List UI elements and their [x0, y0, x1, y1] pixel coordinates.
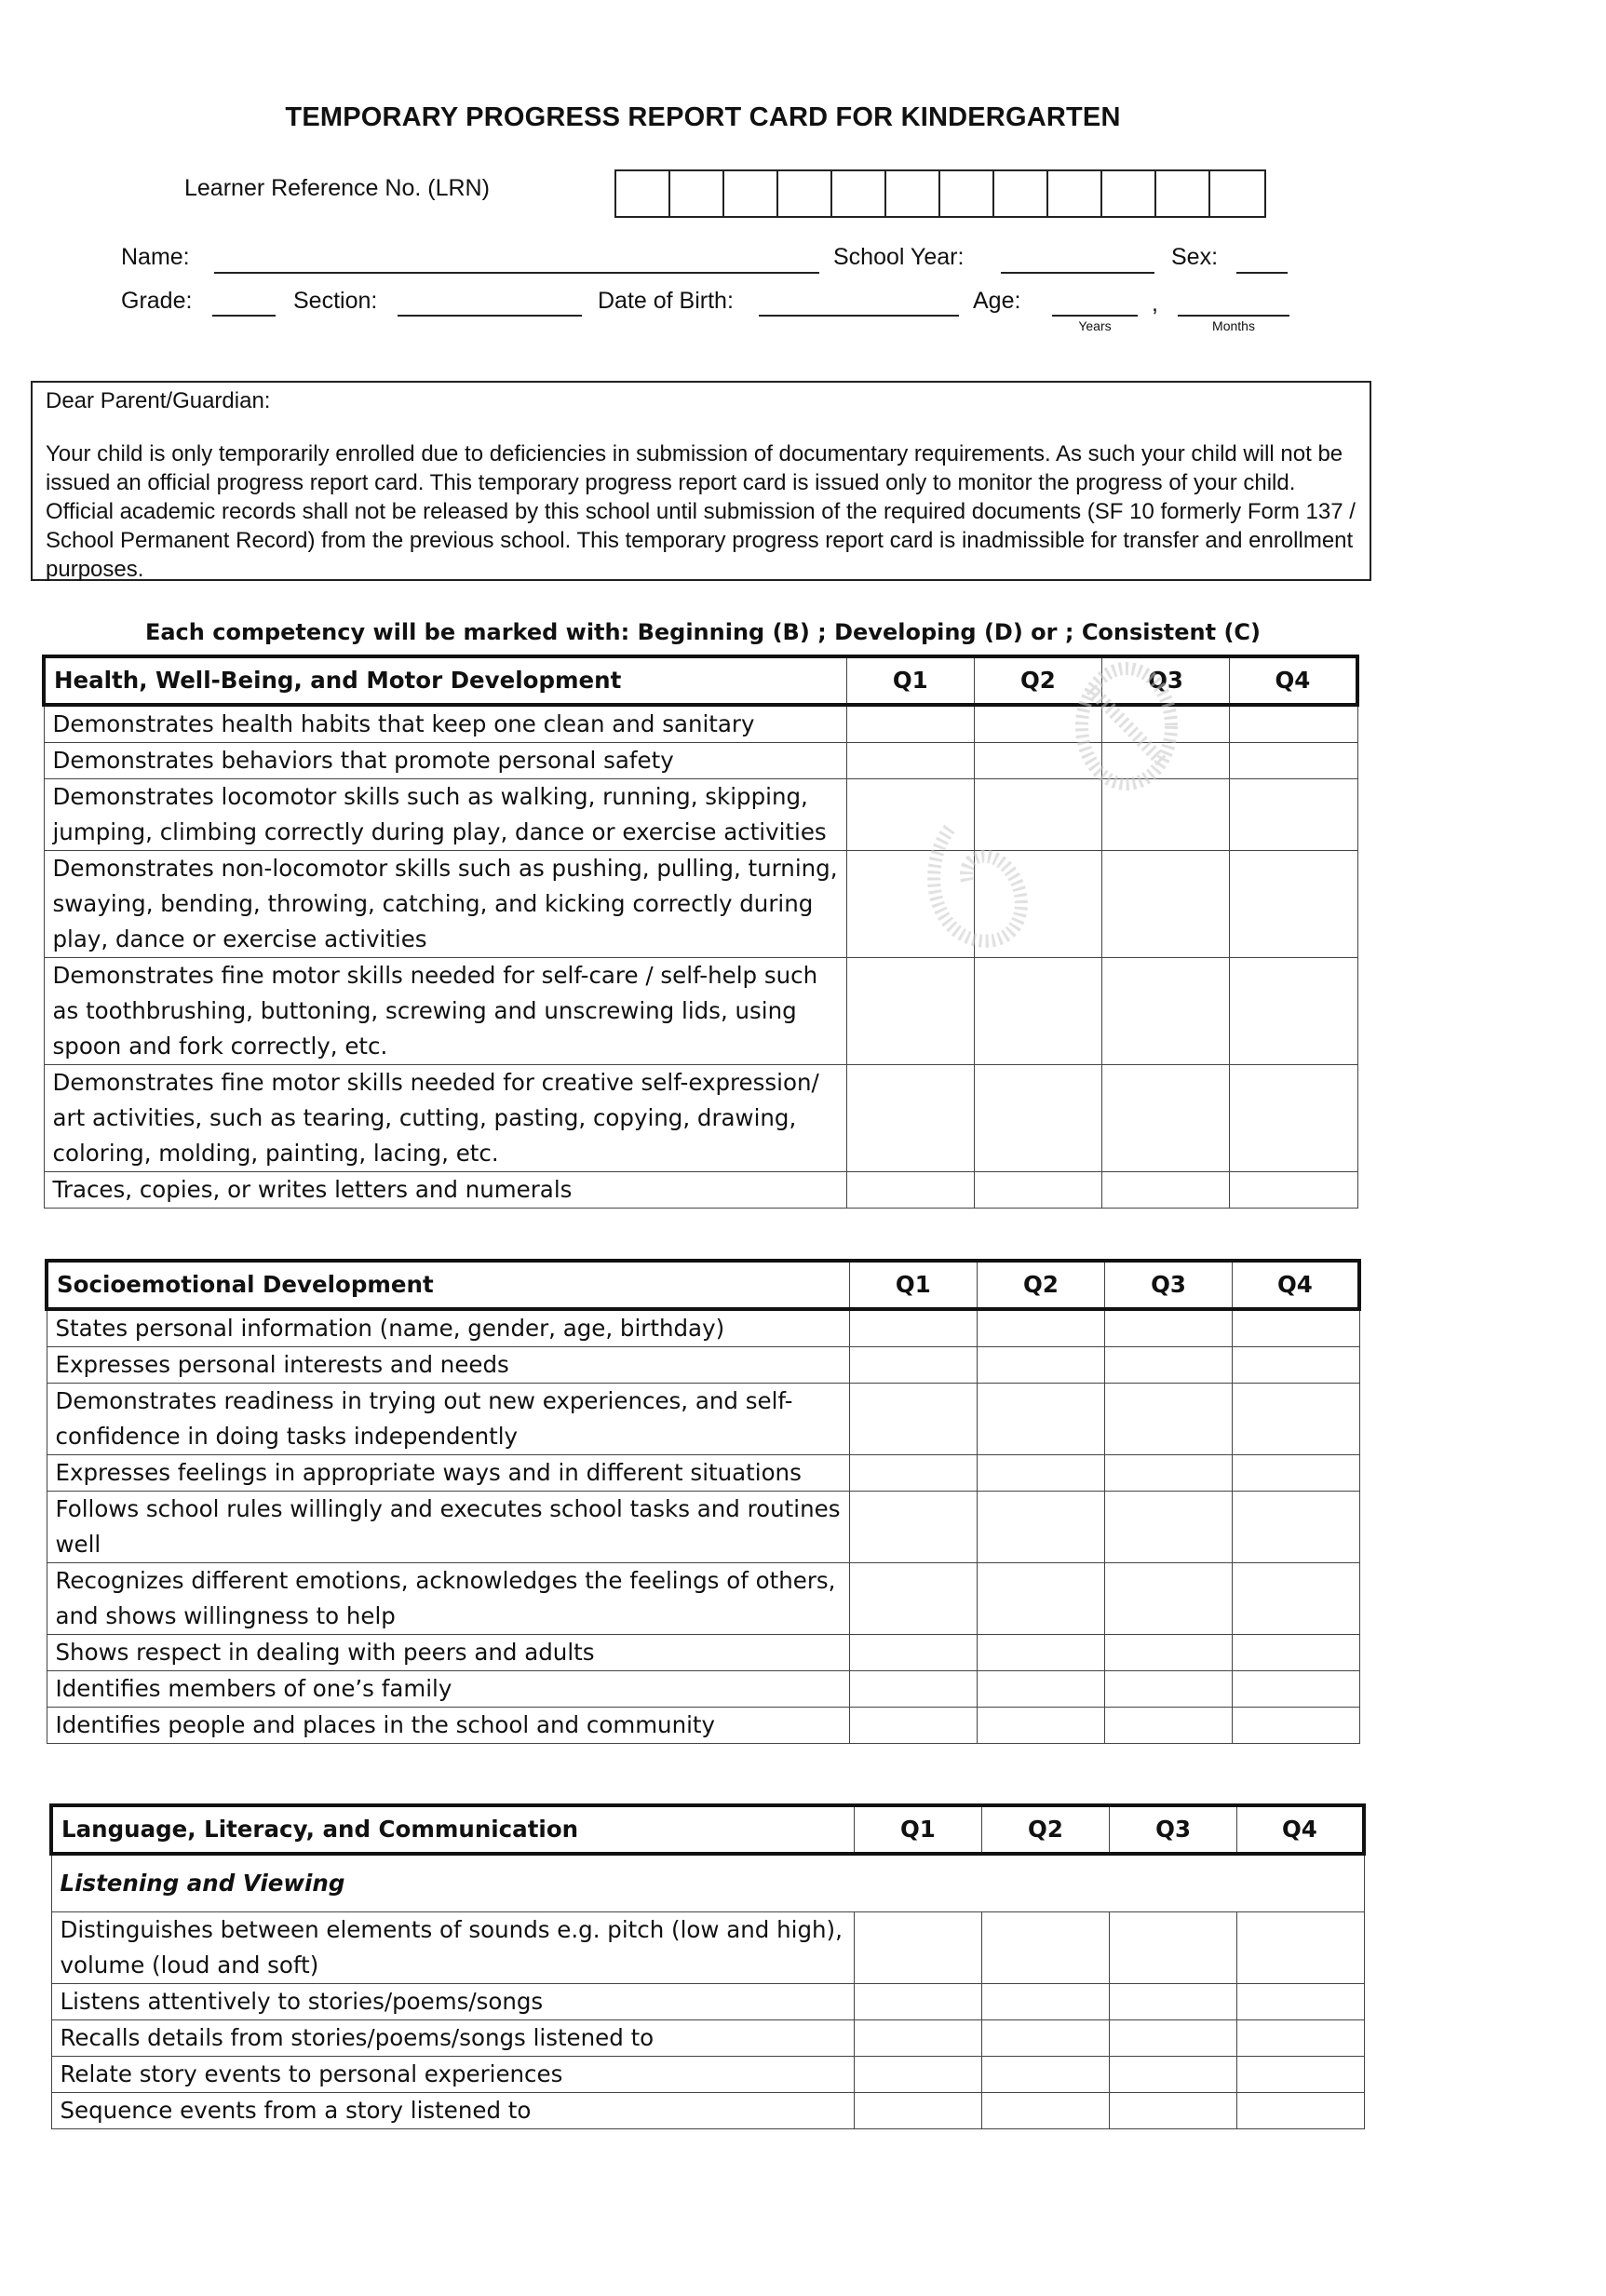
socioemotional-table-body [47, 1261, 1359, 1744]
grade-cell-q1[interactable] [850, 1563, 978, 1635]
lrn-digit-box[interactable] [1210, 171, 1264, 216]
grade-cell-q2[interactable] [981, 2093, 1110, 2129]
quarter-header-q4: Q4 [1236, 1805, 1364, 1854]
competency-label: Demonstrates behaviors that promote personal safety [44, 743, 846, 779]
competency-row [47, 1492, 1359, 1563]
grade-cell-q1[interactable] [846, 958, 974, 1065]
grade-cell-q3[interactable] [1105, 1384, 1233, 1455]
grade-cell-q3[interactable] [1110, 1984, 1237, 2020]
grade-cell-q1[interactable] [850, 1347, 978, 1384]
grade-cell-q2[interactable] [974, 1172, 1102, 1209]
age-months-field[interactable] [1178, 315, 1289, 317]
grade-cell-q1[interactable] [850, 1384, 978, 1455]
grade-cell-q1[interactable] [846, 743, 974, 779]
grade-cell-q1[interactable] [846, 1065, 974, 1172]
grade-cell-q1[interactable] [846, 851, 974, 958]
quarter-header-q1: Q1 [846, 656, 974, 705]
grade-cell-q3[interactable] [1110, 1912, 1237, 1984]
grade-cell-q2[interactable] [977, 1671, 1105, 1708]
grade-cell-q4[interactable] [1229, 705, 1357, 743]
grade-cell-q2[interactable] [977, 1492, 1105, 1563]
competency-label: Relate story events to personal experiences [51, 2057, 855, 2093]
quarter-header-q1: Q1 [855, 1805, 982, 1854]
grade-cell-q3[interactable] [1105, 1671, 1233, 1708]
competency-row [44, 743, 1357, 779]
competency-row [47, 1563, 1359, 1635]
lrn-digit-box[interactable] [670, 171, 724, 216]
grade-cell-q1[interactable] [850, 1635, 978, 1671]
competency-label: Demonstrates fine motor skills needed for self-care / self-help such as toothbrushing, buttoning, screwing and unscrewing lids, using spoon and fork correctly, etc. [44, 958, 846, 1065]
lrn-input-boxes[interactable] [614, 169, 1266, 218]
competency-label: Expresses feelings in appropriate ways and in different situations [47, 1455, 850, 1492]
grade-cell-q1[interactable] [850, 1455, 978, 1492]
competency-label: Demonstrates readiness in trying out new experiences, and self-confidence in doing tasks independently [47, 1384, 850, 1455]
grade-cell-q4[interactable] [1232, 1671, 1359, 1708]
lrn-digit-box[interactable] [994, 171, 1048, 216]
competency-row [44, 779, 1357, 851]
years-caption: Years [1078, 318, 1112, 333]
age-label: Age: [973, 288, 1021, 314]
quarter-header-q3: Q3 [1102, 656, 1230, 705]
section-header-row [44, 656, 1357, 705]
grade-cell-q2[interactable] [974, 851, 1102, 958]
grade-cell-q1[interactable] [855, 1912, 982, 1984]
grade-cell-q2[interactable] [981, 2057, 1110, 2093]
competency-label: Follows school rules willingly and executes school tasks and routines well [47, 1492, 850, 1563]
school-year-field[interactable] [1001, 272, 1154, 274]
language-table-body [51, 1805, 1364, 2129]
competency-row [47, 1671, 1359, 1708]
section-header-row [47, 1261, 1359, 1309]
quarter-header-q2: Q2 [981, 1805, 1110, 1854]
section-label: Section: [293, 288, 378, 314]
grade-cell-q1[interactable] [846, 705, 974, 743]
grade-cell-q4[interactable] [1232, 1635, 1359, 1671]
parent-notice-box [31, 381, 1371, 581]
grade-cell-q4[interactable] [1229, 958, 1357, 1065]
quarter-header-q2: Q2 [977, 1261, 1105, 1309]
grade-cell-q3[interactable] [1105, 1455, 1233, 1492]
competency-label: Recalls details from stories/poems/songs listened to [51, 2020, 855, 2057]
grade-cell-q4[interactable] [1229, 851, 1357, 958]
competency-label: Demonstrates non-locomotor skills such as pushing, pulling, turning, swaying, bending, throwing, catching, and kicking correctly during play, dance or exercise activities [44, 851, 846, 958]
lrn-digit-box[interactable] [778, 171, 832, 216]
grade-cell-q4[interactable] [1229, 779, 1357, 851]
notice-greeting: Dear Parent/Guardian: [46, 388, 271, 413]
grade-cell-q3[interactable] [1105, 1563, 1233, 1635]
competency-label: Demonstrates fine motor skills needed for creative self-expression/ art activities, such as tearing, cutting, pasting, copying, drawing, coloring, molding, painting, lacing, etc. [44, 1065, 846, 1172]
grade-cell-q1[interactable] [855, 2020, 982, 2057]
competency-label: States personal information (name, gender, age, birthday) [47, 1309, 850, 1347]
grade-cell-q2[interactable] [977, 1635, 1105, 1671]
competency-label: Expresses personal interests and needs [47, 1347, 850, 1384]
grade-cell-q2[interactable] [977, 1708, 1105, 1744]
grade-cell-q2[interactable] [981, 1984, 1110, 2020]
lrn-digit-box[interactable] [1102, 171, 1156, 216]
grade-cell-q2[interactable] [977, 1455, 1105, 1492]
age-separator: , [1152, 290, 1158, 317]
grade-cell-q1[interactable] [850, 1492, 978, 1563]
section-title: Socioemotional Development [47, 1261, 850, 1309]
competency-label: Identifies people and places in the school and community [47, 1708, 850, 1744]
section-field[interactable] [398, 315, 582, 317]
grade-cell-q4[interactable] [1236, 1912, 1364, 1984]
grade-cell-q2[interactable] [974, 958, 1102, 1065]
section-title: Health, Well-Being, and Motor Development [44, 656, 846, 705]
sex-field[interactable] [1236, 272, 1288, 274]
grade-cell-q3[interactable] [1105, 1492, 1233, 1563]
notice-body: Your child is only temporarily enrolled due to deficiencies in submission of documentary requirements. As such your child will not be issued an official progress report card. This temporary progress report card is issued only to monitor the progress of your child. Official academic records shall not be released by this school until submission of the required documents (SF 10 formerly Form 137 / School Permanent Record) from the previous school. This temporary progress report card is inadmissible for transfer and enrollment purposes. [46, 441, 1356, 582]
subheading-listening-viewing: Listening and Viewing [51, 1854, 1364, 1912]
competency-label: Traces, copies, or writes letters and numerals [44, 1172, 846, 1209]
grade-cell-q3[interactable] [1105, 1309, 1233, 1347]
grade-cell-q1[interactable] [850, 1708, 978, 1744]
grade-cell-q3[interactable] [1105, 1635, 1233, 1671]
lrn-digit-box[interactable] [940, 171, 994, 216]
grade-cell-q3[interactable] [1102, 743, 1230, 779]
date-of-birth-label: Date of Birth: [598, 288, 734, 314]
page-title: TEMPORARY PROGRESS REPORT CARD FOR KINDERGARTEN [285, 102, 1121, 132]
competency-label: Shows respect in dealing with peers and adults [47, 1635, 850, 1671]
language-competency-table [49, 1803, 1366, 2129]
competency-label: Demonstrates health habits that keep one clean and sanitary [44, 705, 846, 743]
lrn-digit-box[interactable] [886, 171, 940, 216]
grade-cell-q3[interactable] [1110, 2020, 1237, 2057]
competency-row [44, 1172, 1357, 1209]
competency-row [44, 705, 1357, 743]
competency-row [47, 1455, 1359, 1492]
grade-cell-q4[interactable] [1229, 1172, 1357, 1209]
competency-label: Demonstrates locomotor skills such as walking, running, skipping, jumping, climbing correctly during play, dance or exercise activities [44, 779, 846, 851]
health-competency-table [42, 655, 1359, 1209]
socioemotional-competency-table [45, 1259, 1361, 1744]
subheading-row [51, 1854, 1364, 1912]
grade-cell-q2[interactable] [974, 779, 1102, 851]
quarter-header-q3: Q3 [1105, 1261, 1233, 1309]
grade-cell-q3[interactable] [1102, 779, 1230, 851]
grade-cell-q1[interactable] [855, 1984, 982, 2020]
competency-row [47, 1708, 1359, 1744]
quarter-header-q1: Q1 [850, 1261, 978, 1309]
grade-cell-q3[interactable] [1110, 2057, 1237, 2093]
lrn-digit-box[interactable] [832, 171, 886, 216]
sex-label: Sex: [1171, 244, 1219, 270]
competency-row [47, 1309, 1359, 1347]
marking-legend: Each competency will be marked with: Beginning (B) ; Developing (D) or ; Consistent (C) [144, 619, 1262, 645]
grade-cell-q3[interactable] [1105, 1708, 1233, 1744]
grade-cell-q2[interactable] [974, 705, 1102, 743]
grade-cell-q1[interactable] [855, 2057, 982, 2093]
grade-cell-q1[interactable] [846, 779, 974, 851]
months-caption: Months [1212, 318, 1255, 333]
grade-field[interactable] [212, 315, 276, 317]
grade-cell-q2[interactable] [977, 1309, 1105, 1347]
grade-cell-q4[interactable] [1232, 1563, 1359, 1635]
grade-cell-q4[interactable] [1229, 743, 1357, 779]
lrn-digit-box[interactable] [616, 171, 670, 216]
lrn-digit-box[interactable] [1048, 171, 1102, 216]
lrn-digit-box[interactable] [724, 171, 778, 216]
grade-cell-q4[interactable] [1232, 1492, 1359, 1563]
grade-cell-q4[interactable] [1232, 1708, 1359, 1744]
competency-row [47, 1635, 1359, 1671]
quarter-header-q3: Q3 [1110, 1805, 1237, 1854]
grade-cell-q4[interactable] [1232, 1384, 1359, 1455]
competency-row [51, 1912, 1364, 1984]
competency-row [51, 1984, 1364, 2020]
competency-row [47, 1347, 1359, 1384]
quarter-header-q4: Q4 [1229, 656, 1357, 705]
competency-row [51, 2057, 1364, 2093]
grade-cell-q1[interactable] [855, 2093, 982, 2129]
competency-label: Recognizes different emotions, acknowledges the feelings of others, and shows willingness to help [47, 1563, 850, 1635]
grade-cell-q1[interactable] [850, 1671, 978, 1708]
grade-cell-q3[interactable] [1102, 1172, 1230, 1209]
competency-row [44, 1065, 1357, 1172]
grade-cell-q4[interactable] [1229, 1065, 1357, 1172]
quarter-header-q2: Q2 [974, 656, 1102, 705]
competency-row [51, 2020, 1364, 2057]
competency-row [44, 851, 1357, 958]
grade-label: Grade: [121, 288, 193, 314]
name-label: Name: [121, 244, 190, 270]
grade-cell-q2[interactable] [981, 2020, 1110, 2057]
grade-cell-q4[interactable] [1236, 1984, 1364, 2020]
competency-label: Sequence events from a story listened to [51, 2093, 855, 2129]
age-years-field[interactable] [1052, 315, 1138, 317]
grade-cell-q4[interactable] [1236, 2020, 1364, 2057]
grade-cell-q4[interactable] [1236, 2057, 1364, 2093]
grade-cell-q2[interactable] [974, 1065, 1102, 1172]
grade-cell-q4[interactable] [1232, 1455, 1359, 1492]
competency-label: Identifies members of one’s family [47, 1671, 850, 1708]
grade-cell-q3[interactable] [1102, 1065, 1230, 1172]
grade-cell-q2[interactable] [977, 1347, 1105, 1384]
grade-cell-q3[interactable] [1102, 958, 1230, 1065]
competency-label: Listens attentively to stories/poems/songs [51, 1984, 855, 2020]
grade-cell-q4[interactable] [1236, 2093, 1364, 2129]
competency-row [44, 958, 1357, 1065]
grade-cell-q2[interactable] [977, 1563, 1105, 1635]
grade-cell-q3[interactable] [1102, 705, 1230, 743]
grade-cell-q1[interactable] [850, 1309, 978, 1347]
date-of-birth-field[interactable] [759, 315, 959, 317]
grade-cell-q2[interactable] [977, 1384, 1105, 1455]
grade-cell-q4[interactable] [1232, 1309, 1359, 1347]
grade-cell-q3[interactable] [1105, 1347, 1233, 1384]
grade-cell-q3[interactable] [1110, 2093, 1237, 2129]
lrn-label: Learner Reference No. (LRN) [184, 175, 490, 201]
grade-cell-q3[interactable] [1102, 851, 1230, 958]
competency-label: Distinguishes between elements of sounds e.g. pitch (low and high), volume (loud and soft) [51, 1912, 855, 1984]
lrn-digit-box[interactable] [1156, 171, 1210, 216]
grade-cell-q1[interactable] [846, 1172, 974, 1209]
competency-row [47, 1384, 1359, 1455]
health-table-body [44, 656, 1357, 1209]
grade-cell-q2[interactable] [974, 743, 1102, 779]
school-year-label: School Year: [833, 244, 965, 270]
name-field[interactable] [214, 272, 819, 274]
grade-cell-q4[interactable] [1232, 1347, 1359, 1384]
grade-cell-q2[interactable] [981, 1912, 1110, 1984]
section-header-row [51, 1805, 1364, 1854]
quarter-header-q4: Q4 [1232, 1261, 1359, 1309]
competency-row [51, 2093, 1364, 2129]
section-title: Language, Literacy, and Communication [51, 1805, 855, 1854]
